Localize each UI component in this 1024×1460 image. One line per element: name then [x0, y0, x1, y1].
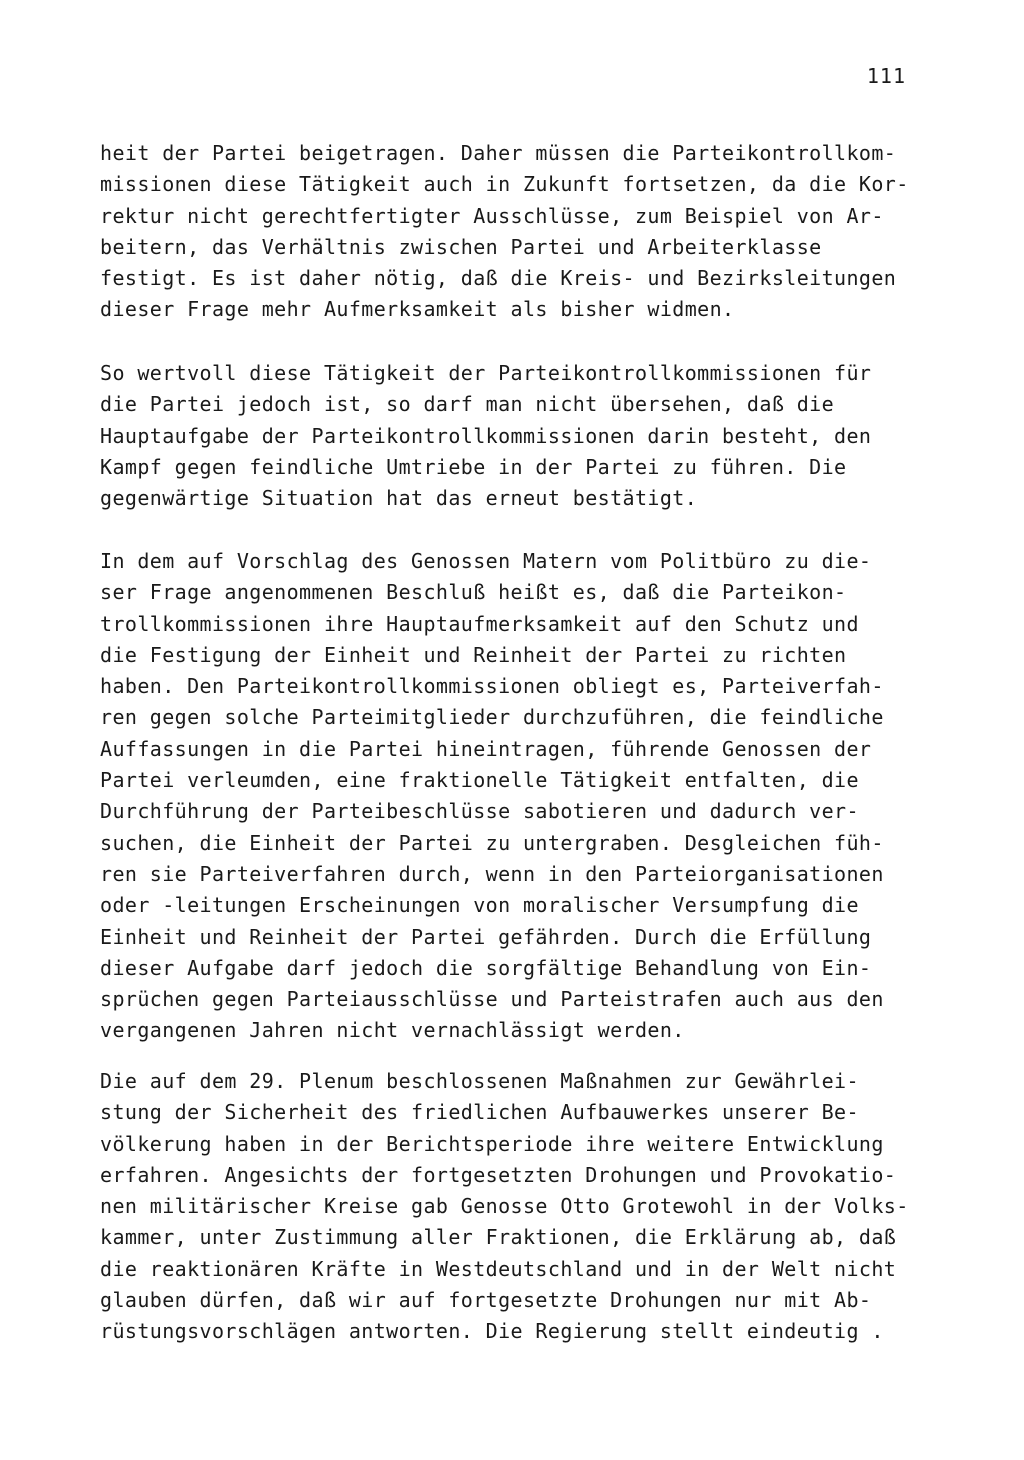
text-line: Durchführung der Parteibeschlüsse sabotieren und dadurch ver-	[100, 799, 859, 824]
text-line: So wertvoll diese Tätigkeit der Parteikontrollkommissionen für	[100, 361, 872, 385]
text-line: Hauptaufgabe der Parteikontrollkommissionen darin besteht, den	[100, 423, 872, 448]
text-line: dieser Aufgabe darf jedoch die sorgfältige Behandlung von Ein-	[100, 955, 872, 980]
text-line: suchen, die Einheit der Partei zu untergraben. Desgleichen füh-	[100, 830, 884, 855]
text-line: ser Frage angenommenen Beschluß heißt es, daß die Parteikon-	[100, 580, 847, 605]
text-line: rektur nicht gerechtfertigter Ausschlüsse, zum Beispiel von Ar-	[100, 203, 884, 228]
text-line: sprüchen gegen Parteiausschlüsse und Parteistrafen auch aus den	[100, 987, 884, 1012]
text-line: festigt. Es ist daher nötig, daß die Kreis- und Bezirksleitungen	[100, 266, 897, 291]
text-line: In dem auf Vorschlag des Genossen Matern vom Politbüro zu die-	[100, 549, 872, 573]
paragraph-4	[100, 1066, 930, 1348]
text-line: die reaktionären Kräfte in Westdeutschland und in der Welt nicht	[100, 1256, 897, 1281]
text-line: dieser Frage mehr Aufmerksamkeit als bisher widmen.	[100, 297, 735, 322]
text-line: nen militärischer Kreise gab Genosse Otto Grotewohl in der Volks-	[100, 1194, 909, 1219]
text-line: ren gegen solche Parteimitglieder durchzuführen, die feindliche	[100, 705, 884, 730]
text-line: haben. Den Parteikontrollkommissionen obliegt es, Parteiverfah-	[100, 674, 884, 699]
text-line: oder -leitungen Erscheinungen von moralischer Versumpfung die	[100, 893, 859, 918]
paragraph-2	[100, 358, 930, 514]
text-line: Kampf gegen feindliche Umtriebe in der Partei zu führen. Die	[100, 454, 847, 479]
text-line: missionen diese Tätigkeit auch in Zukunft fortsetzen, da die Kor-	[100, 172, 909, 197]
text-line: die Partei jedoch ist, so darf man nicht übersehen, daß die	[100, 392, 835, 417]
text-line: vergangenen Jahren nicht vernachlässigt werden.	[100, 1018, 685, 1043]
text-line: rüstungsvorschlägen antworten. Die Regierung stellt eindeutig .	[100, 1319, 884, 1344]
text-line: gegenwärtige Situation hat das erneut bestätigt.	[100, 486, 698, 511]
text-line: die Festigung der Einheit und Reinheit der Partei zu richten	[100, 642, 847, 667]
text-line: heit der Partei beigetragen. Daher müssen die Parteikontrollkom-	[100, 141, 897, 165]
text-line: Partei verleumden, eine fraktionelle Tätigkeit entfalten, die	[100, 768, 859, 793]
text-line: trollkommissionen ihre Hauptaufmerksamkeit auf den Schutz und	[100, 611, 859, 636]
text-line: Auffassungen in die Partei hineintragen, führende Genossen der	[100, 736, 872, 761]
page-number: 111	[866, 64, 906, 88]
text-line: stung der Sicherheit des friedlichen Aufbauwerkes unserer Be-	[100, 1100, 859, 1125]
text-line: ren sie Parteiverfahren durch, wenn in den Parteiorganisationen	[100, 861, 884, 886]
text-line: völkerung haben in der Berichtsperiode ihre weitere Entwicklung	[100, 1131, 884, 1156]
text-line: glauben dürfen, daß wir auf fortgesetzte Drohungen nur mit Ab-	[100, 1288, 872, 1313]
text-line: Einheit und Reinheit der Partei gefährden. Durch die Erfüllung	[100, 924, 872, 949]
paragraph-3	[100, 546, 930, 1047]
paragraph-1	[100, 138, 930, 326]
text-line: Die auf dem 29. Plenum beschlossenen Maßnahmen zur Gewährlei-	[100, 1069, 859, 1093]
text-line: erfahren. Angesichts der fortgesetzten Drohungen und Provokatio-	[100, 1162, 897, 1187]
text-line: kammer, unter Zustimmung aller Fraktionen, die Erklärung ab, daß	[100, 1225, 897, 1250]
text-line: beitern, das Verhältnis zwischen Partei und Arbeiterklasse	[100, 234, 822, 259]
